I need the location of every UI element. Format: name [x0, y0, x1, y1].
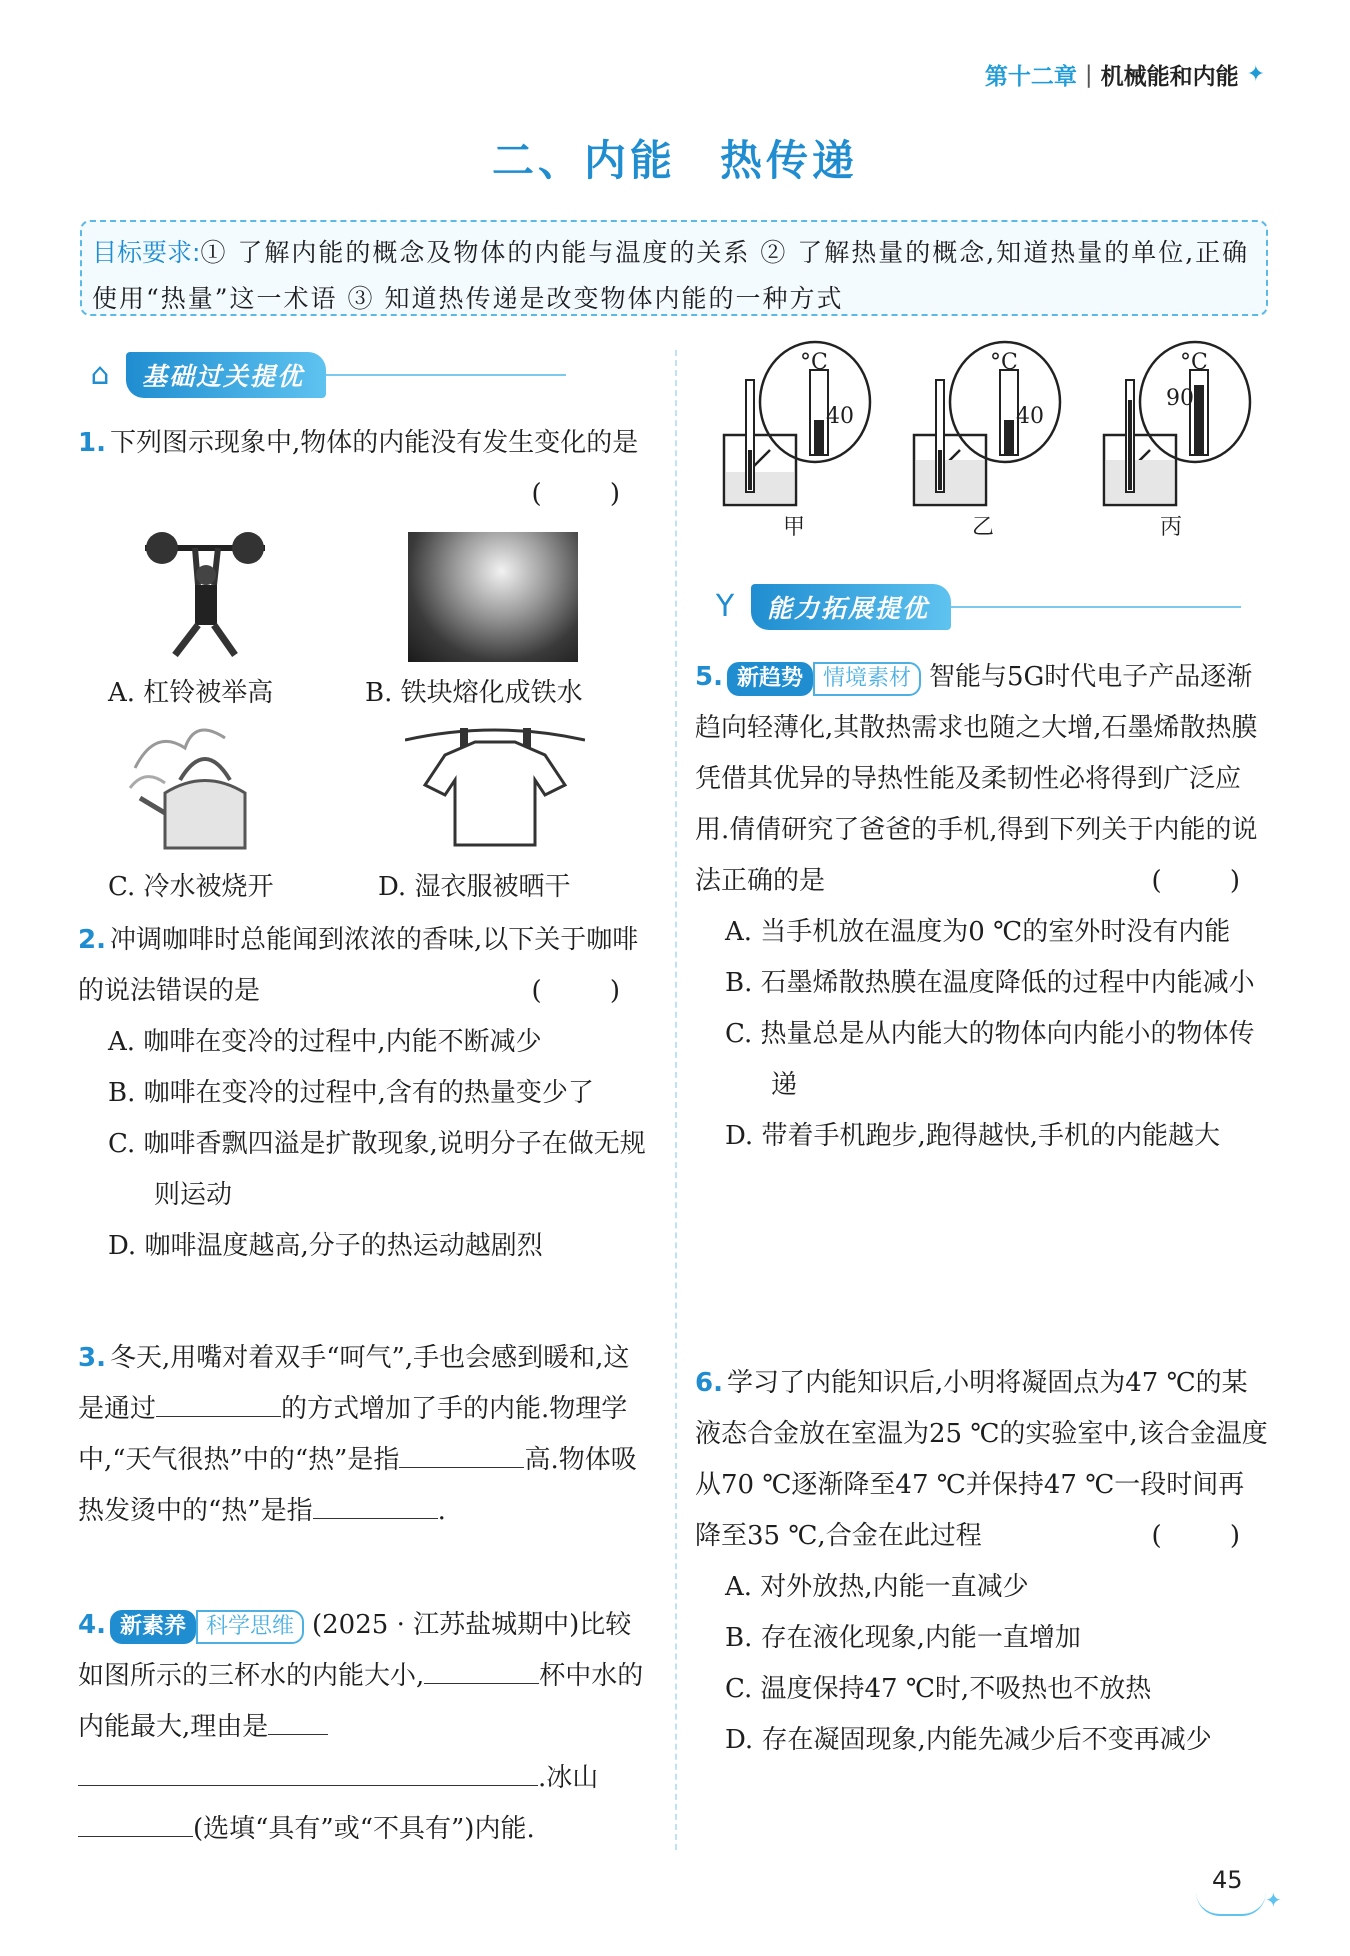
q6-option-a: A. 对外放热,内能一直减少 [725, 1572, 1029, 1602]
beaker-yi-unit: °C [990, 350, 1018, 375]
q3-text-3: 高.物体吸热发烫中的“热”是指 [78, 1445, 637, 1526]
section-advanced [705, 584, 1241, 630]
question-1-number: 1. [78, 428, 106, 458]
answer-blank[interactable] [399, 1437, 524, 1468]
title-part-1: 二、内能 [491, 136, 676, 185]
section-basic [80, 352, 566, 398]
house-icon: ⌂ [90, 357, 110, 392]
beaker-bing-label: 丙 [1160, 515, 1183, 540]
q1-option-a: A. 杠铃被举高 [108, 678, 274, 708]
q5-option-a: A. 当手机放在温度为0 ℃的室外时没有内能 [725, 917, 1231, 947]
chapter-number: 第十二章 [984, 64, 1077, 90]
answer-blank[interactable] [424, 1653, 539, 1684]
q1-option-c: C. 冷水被烧开 [108, 872, 274, 902]
q5-option-b: B. 石墨烯散热膜在温度降低的过程中内能减小 [725, 968, 1255, 998]
title-part-2: 热传递 [720, 136, 859, 185]
q4-text-4: (选填“具有”或“不具有”)内能. [193, 1814, 535, 1844]
beaker-bing-unit: °C [1180, 350, 1208, 375]
beaker-yi-reading: 40 [1016, 404, 1044, 429]
star-icon: ✦ [1265, 1888, 1282, 1912]
goal-text: ① 了解内能的概念及物体的内能与温度的关系 ② 了解热量的概念,知道热量的单位,正确使用“热量”这一术语 ③ 知道热传递是改变物体内能的一种方式 [92, 238, 1250, 313]
q5-option-d: D. 带着手机跑步,跑得越快,手机的内能越大 [725, 1121, 1220, 1151]
question-6-number: 6. [695, 1368, 723, 1398]
answer-bracket: ( ) [1151, 1521, 1270, 1551]
kettle-image [125, 718, 275, 858]
wet-clothes-image [405, 720, 585, 850]
scientific-thinking-tag: 科学思维 [196, 1610, 304, 1644]
q2-option-c: C. 咖啡香飘四溢是扩散现象,说明分子在做无规则运动 [108, 1129, 646, 1210]
q6-option-b: B. 存在液化现象,内能一直增加 [725, 1623, 1081, 1653]
question-1-stem: 下列图示现象中,物体的内能没有发生变化的是 [109, 428, 639, 458]
question-6-stem: 学习了内能知识后,小明将凝固点为47 ℃的某液态合金放在室温为25 ℃的实验室中,该合金温度从70 ℃逐渐降至47 ℃并保持47 ℃一段时间再降至35 ℃,合金在此过程 [695, 1368, 1268, 1551]
page-title [0, 128, 1350, 188]
context-material-tag: 情境素材 [813, 662, 921, 696]
new-literacy-tag: 新素养 [110, 1610, 196, 1644]
question-4-number: 4. [78, 1610, 106, 1640]
q4-source: (2025 · 江苏盐城期中) [312, 1610, 580, 1640]
question-5 [695, 652, 1270, 1162]
question-1 [78, 418, 650, 520]
question-5-stem: 智能与5G时代电子产品逐渐趋向轻薄化,其散热需求也随之大增,石墨烯散热膜凭借其优异的导热性能及柔韧性必将得到广泛应用.倩倩研究了爸爸的手机,得到下列关于内能的说法正确的是 [695, 662, 1258, 896]
q2-option-b: B. 咖啡在变冷的过程中,含有的热量变少了 [108, 1078, 594, 1108]
column-divider [675, 350, 677, 1850]
answer-blank[interactable] [268, 1704, 328, 1735]
answer-bracket: ( ) [531, 479, 650, 509]
beaker-yi-label: 乙 [972, 515, 995, 540]
question-3-number: 3. [78, 1343, 106, 1373]
q2-option-d: D. 咖啡温度越高,分子的热运动越剧烈 [108, 1231, 543, 1261]
q1-option-b: B. 铁块熔化成铁水 [365, 678, 583, 708]
q3-text-1: 冬天,用嘴对着双手“呵气”,手也会感到暖和,这是通过 [78, 1343, 630, 1424]
q6-option-d: D. 存在凝固现象,内能先减少后不变再减少 [725, 1725, 1212, 1755]
q5-option-c: C. 热量总是从内能大的物体向内能小的物体传递 [725, 1019, 1255, 1100]
section-advanced-line [951, 606, 1241, 608]
q4-text-3: .冰山 [538, 1763, 599, 1793]
answer-blank[interactable] [78, 1806, 193, 1837]
new-trend-tag: 新趋势 [727, 662, 813, 696]
chapter-header [985, 58, 1265, 91]
star-icon: ✦ [1246, 62, 1265, 87]
q4-text-2: 杯中水的内能最大,理由是 [78, 1661, 644, 1742]
page-number: 45 [1212, 1866, 1243, 1894]
trophy-icon: Y [715, 589, 735, 624]
section-basic-line [326, 374, 566, 376]
question-4 [78, 1600, 650, 1855]
beaker-bing-reading: 90 [1166, 386, 1194, 411]
molten-iron-image [408, 532, 578, 662]
header-separator: | [1084, 61, 1093, 88]
question-2-number: 2. [78, 925, 106, 955]
goal-label: 目标要求: [92, 238, 201, 267]
answer-blank[interactable] [313, 1488, 438, 1519]
section-basic-title: 基础过关提优 [126, 352, 326, 398]
q6-option-c: C. 温度保持47 ℃时,不吸热也不放热 [725, 1674, 1152, 1704]
beaker-jia-unit: °C [800, 350, 828, 375]
answer-bracket: ( ) [1151, 866, 1270, 896]
question-5-number: 5. [695, 662, 723, 692]
answer-blank[interactable] [78, 1755, 538, 1786]
beaker-jia-reading: 40 [826, 404, 854, 429]
page-number-arc [1196, 1892, 1266, 1916]
q2-option-a: A. 咖啡在变冷的过程中,内能不断减少 [108, 1027, 542, 1057]
answer-blank[interactable] [156, 1386, 281, 1417]
goal-box [80, 220, 1268, 316]
q3-text-4: . [437, 1496, 446, 1526]
section-advanced-title: 能力拓展提优 [751, 584, 951, 630]
q4-text-1: 比较如图所示的三杯水的内能大小, [78, 1610, 632, 1691]
q1-option-d: D. 湿衣服被晒干 [378, 872, 571, 902]
question-6 [695, 1358, 1270, 1766]
answer-bracket: ( ) [531, 976, 650, 1006]
question-2 [78, 915, 650, 1272]
beaker-jia-label: 甲 [783, 515, 806, 540]
question-3 [78, 1333, 650, 1537]
question-2-stem: 冲调咖啡时总能闻到浓浓的香味,以下关于咖啡的说法错误的是 [78, 925, 639, 1006]
chapter-name: 机械能和内能 [1100, 64, 1239, 90]
weightlifter-image [140, 525, 270, 665]
q3-text-2: 的方式增加了手的内能.物理学中,“天气很热”中的“热”是指 [78, 1394, 628, 1475]
beaker-bing [1104, 342, 1250, 505]
